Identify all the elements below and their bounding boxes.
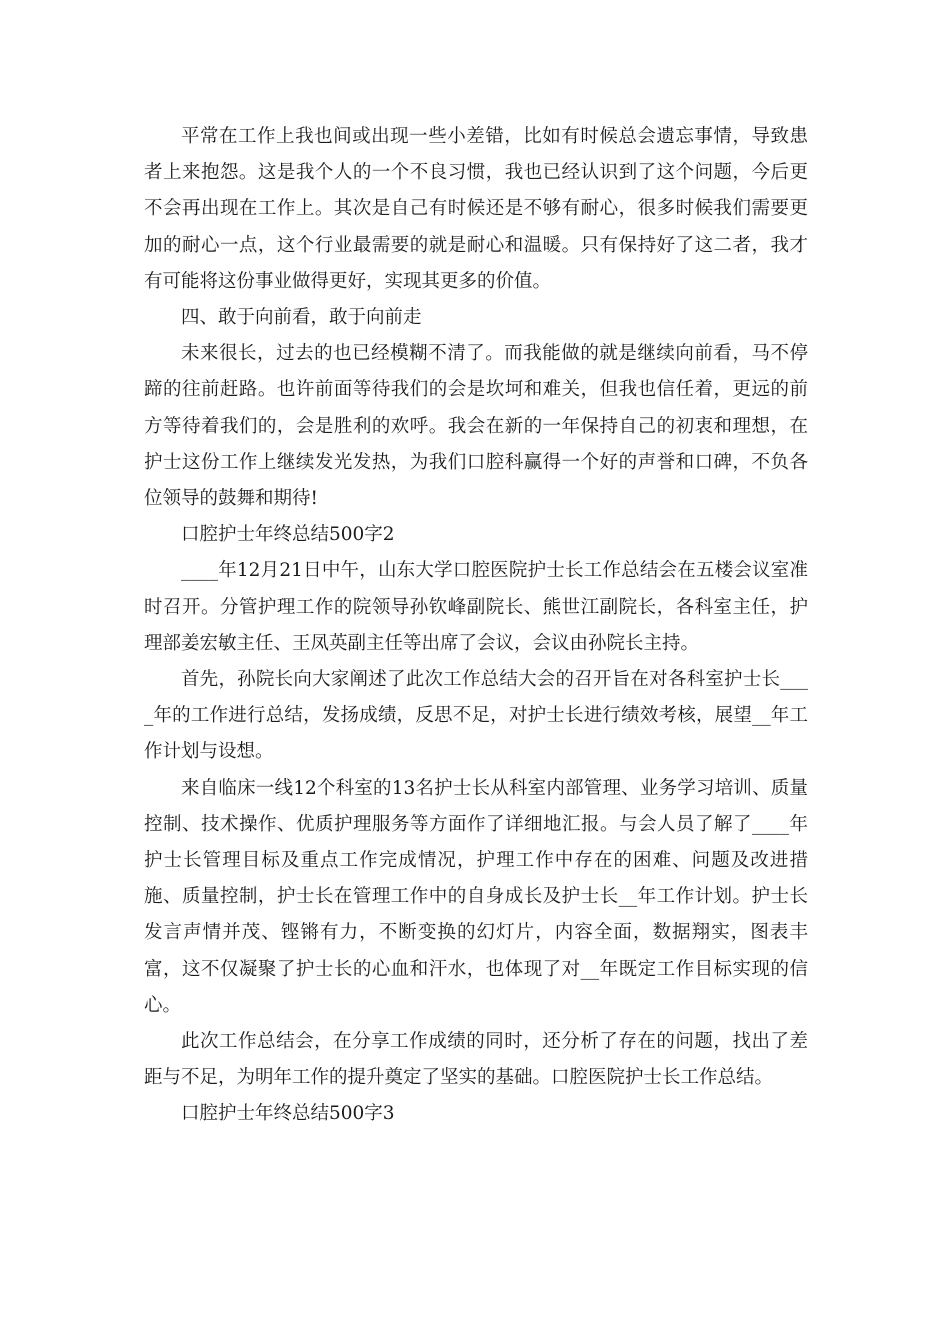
section-heading: 四、敢于向前看，敢于向前走 <box>181 307 422 329</box>
body-paragraph: 首先，孙院长向大家阐述了此次工作总结大会的召开旨在对各科室护士长____年的工作进行总结，发扬成绩，反思不足，对护士长进行绩效考核，展望__年工作计划与设想。 <box>144 669 808 763</box>
body-paragraph: 此次工作总结会，在分享工作成绩的同时，还分析了存在的问题，找出了差距与不足，为明年工作的提升奠定了坚实的基础。口腔医院护士长工作总结。 <box>144 1031 808 1089</box>
body-paragraph: 平常在工作上我也间或出现一些小差错，比如有时候总会遗忘事情，导致患者上来抱怨。这是我个人的一个不良习惯，我也已经认识到了这个问题，今后更不会再出现在工作上。其次是自己有时候还是不够有耐心，很多时候我们需要更加的耐心一点，这个行业最需要的就是耐心和温暖。只有保持好了这二者，我才有可能将这份事业做得更好，实现其更多的价值。 <box>144 126 808 292</box>
body-paragraph: ____年12月21日中午，山东大学口腔医院护士长工作总结会在五楼会议室准时召开。分管护理工作的院领导孙钦峰副院长、熊世江副院长，各科室主任，护理部姜宏敏主任、王凤英副主任等出席了会议，会议由孙院长主持。 <box>144 560 808 654</box>
article-title: 口腔护士年终总结500字3 <box>181 1103 395 1125</box>
article-title: 口腔护士年终总结500字2 <box>181 524 395 546</box>
body-paragraph: 来自临床一线12个科室的13名护士长从科室内部管理、业务学习培训、质量控制、技术操作、优质护理服务等方面作了详细地汇报。与会人员了解了____年护士长管理目标及重点工作完成情况，护理工作中存在的困难、问题及改进措施、质量控制，护士长在管理工作中的自身成长及护士长__年工作计划。护士长发言声情并茂、铿锵有力，不断变换的幻灯片，内容全面，数据翔实，图表丰富，这不仅凝聚了护士长的心血和汗水，也体现了对__年既定工作目标实现的信心。 <box>144 777 808 1016</box>
document-body <box>144 119 808 1133</box>
body-paragraph: 未来很长，过去的也已经模糊不清了。而我能做的就是继续向前看，马不停蹄的往前赶路。也许前面等待我们的会是坎坷和难关，但我也信任着，更远的前方等待着我们的，会是胜利的欢呼。我会在新的一年保持自己的初衷和理想，在护士这份工作上继续发光发热，为我们口腔科赢得一个好的声誉和口碑，不负各位领导的鼓舞和期待! <box>144 343 808 510</box>
